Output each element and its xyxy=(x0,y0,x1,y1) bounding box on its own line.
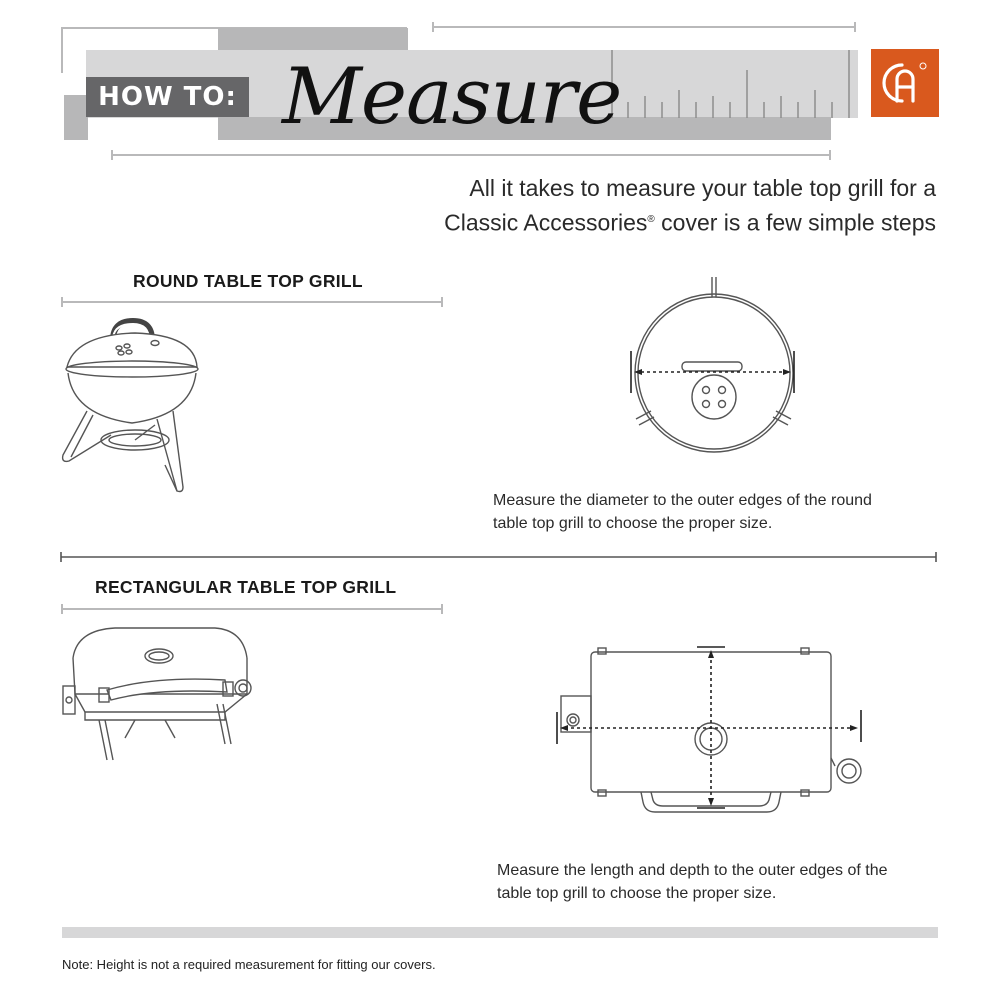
intro-line-2 xyxy=(330,204,936,239)
rect-title-rule xyxy=(60,603,460,615)
page-title: Measure xyxy=(282,52,622,142)
classic-accessories-logo-icon xyxy=(871,49,939,117)
round-grill-side-illustration xyxy=(55,315,215,505)
rect-grill-top-illustration xyxy=(553,640,883,840)
intro-text xyxy=(330,172,936,239)
intro-line-2-suffix: cover is a few simple steps xyxy=(654,209,936,236)
round-caption-line-1: Measure the diameter to the outer edges of the round xyxy=(493,492,872,509)
footer-note: Note: Height is not a required measurement for fitting our covers. xyxy=(62,957,436,972)
round-caption-line-2: table top grill to choose the proper size. xyxy=(493,515,773,532)
howto-label: HOW TO: xyxy=(86,77,249,117)
rect-caption xyxy=(497,859,888,905)
footer-bar xyxy=(62,927,938,938)
section-divider xyxy=(58,551,948,563)
round-section-title: ROUND TABLE TOP GRILL xyxy=(133,271,363,291)
rect-section-title: RECTANGULAR TABLE TOP GRILL xyxy=(95,577,397,597)
ruler-ticks xyxy=(610,50,860,120)
rect-caption-line-1: Measure the length and depth to the outer edges of the xyxy=(497,862,888,879)
round-title-rule xyxy=(60,296,460,308)
round-caption xyxy=(493,489,872,535)
banner-band-left xyxy=(64,95,88,140)
rect-grill-side-illustration xyxy=(55,620,265,770)
round-grill-top-illustration xyxy=(615,275,815,455)
intro-line-1: All it takes to measure your table top grill for a xyxy=(469,175,936,201)
rect-caption-line-2: table top grill to choose the proper size. xyxy=(497,885,777,902)
registered-mark: ® xyxy=(647,214,655,225)
brand-name: Classic Accessories xyxy=(444,209,648,236)
